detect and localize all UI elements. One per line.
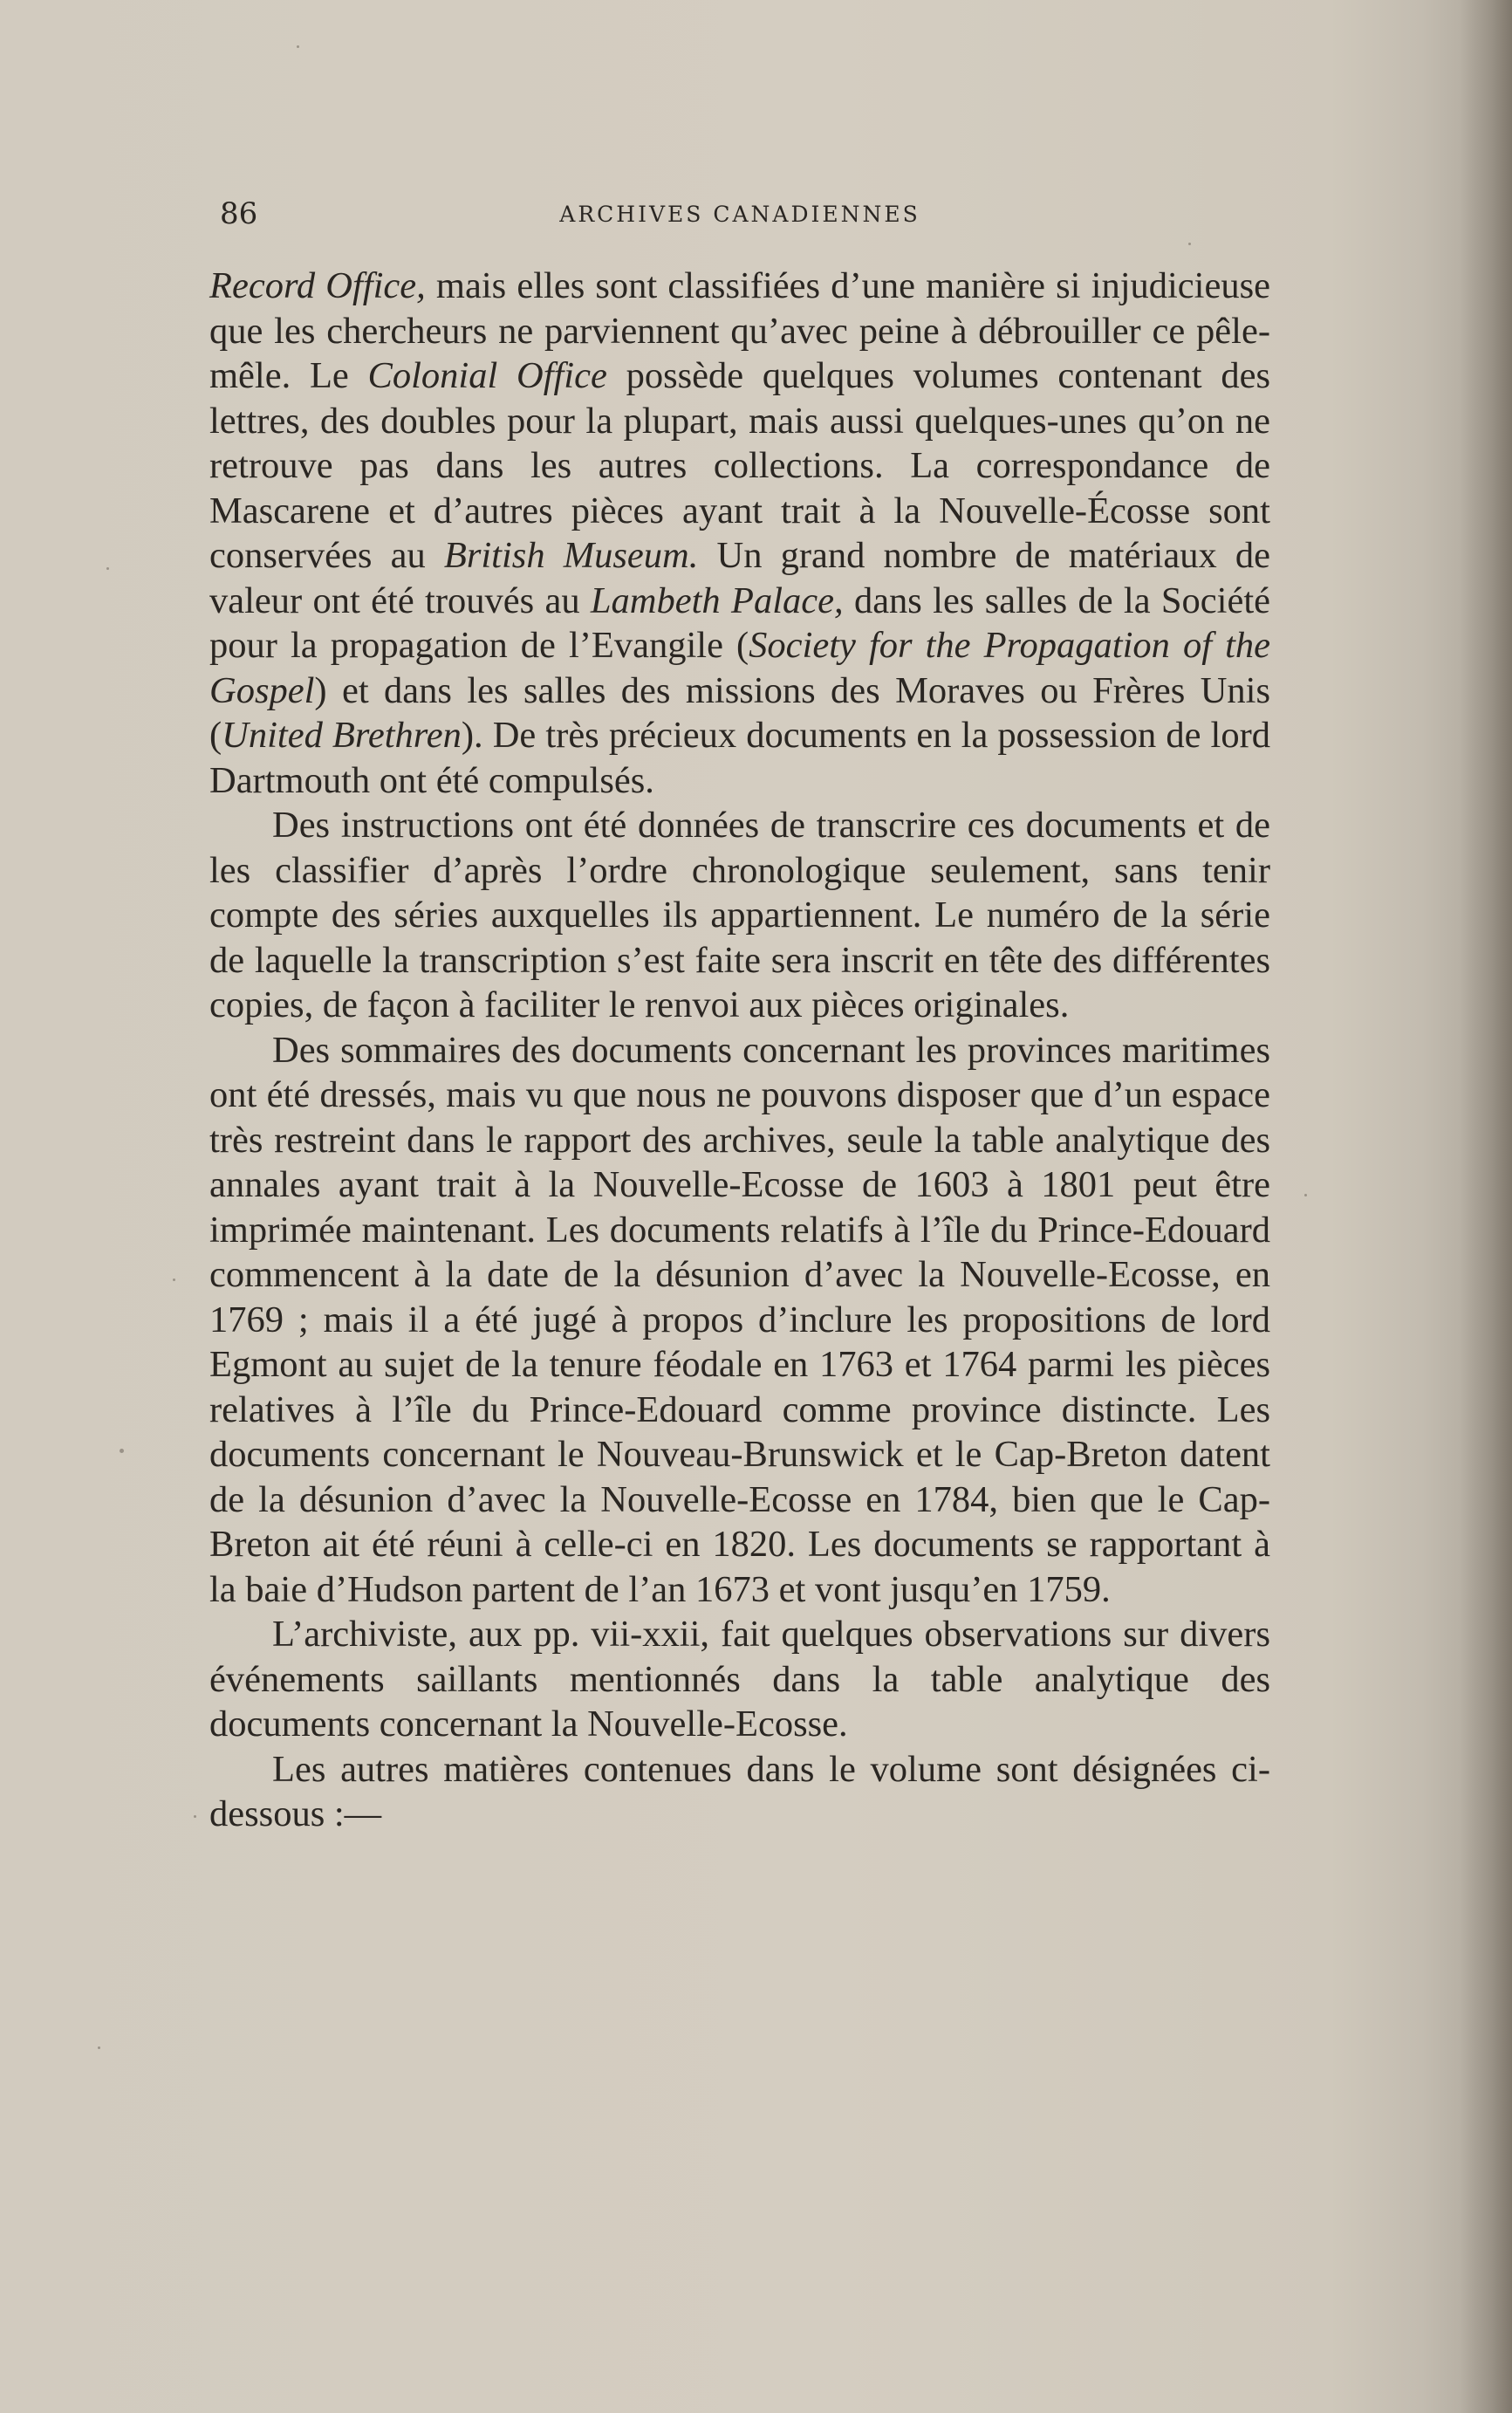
paper-fleck	[173, 1278, 175, 1281]
running-head: ARCHIVES CANADIENNES	[559, 202, 920, 227]
text-run: ) et dans les salles des missions des Moraves ou Frères Unis (	[209, 669, 1270, 756]
text-run: possède quelques volumes contenant des lettres, des doubles pour la plupart, mais aussi quelques-unes qu’on ne retrouve pas dans les autres collections. La correspondance de Mascarene et d’autres pièces ayant trait à la Nouvelle-Écosse sont conservées au	[209, 355, 1270, 576]
paragraph-4: L’archiviste, aux pp. vii-xxii, fait quelques observations sur divers événements saillants mentionnés dans la table analytique des documents concernant la Nouvelle-Ecosse.	[209, 1614, 1270, 1745]
text-run: mais elles sont classifiées d’une manière si injudicieuse que les chercheurs ne parviennent qu’avec peine à débrouiller ce pêle-mêle. Le	[209, 265, 1270, 396]
paper-fleck	[297, 45, 299, 48]
paper-fleck	[120, 1449, 124, 1453]
page-number: 86	[220, 196, 258, 231]
text-run: dans les salles de la Société pour la propagation de l’Evangile (	[209, 579, 1270, 666]
text-run: Un grand nombre de matériaux de valeur ont été trouvés au	[209, 535, 1270, 621]
page-header	[209, 196, 1270, 240]
paper-fleck	[106, 567, 109, 570]
paragraph-1	[209, 264, 1270, 803]
italic-run: Society for the Propagation of the Gospel	[209, 625, 1270, 711]
paragraph-3: Des sommaires des documents concernant les provinces maritimes ont été dressés, mais vu que nous ne pouvons disposer que d’un espace très restreint dans le rapport des archives, seule la table analytique des annales ayant trait à la Nouvelle-Ecosse de 1603 à 1801 peut être imprimée maintenant. Les documents relatifs à l’île du Prince-Edouard commencent à la date de la désunion d’avec la Nouvelle-Ecosse, en 1769 ; mais il a été jugé à propos d’inclure les propositions de lord Egmont au sujet de la tenure féodale en 1763 et 1764 parmi les pièces relatives à l’île du Prince-Edouard comme province distincte. Les documents concernant le Nouveau-Brunswick et le Cap-Breton datent de la désunion d’avec la Nouvelle-Ecosse en 1784, bien que le Cap-Breton ait été réuni à celle-ci en 1820. Les documents se rapportant à la baie d’Hudson partent de l’an 1673 et vont jusqu’en 1759.	[209, 1029, 1270, 1610]
paragraph-2: Des instructions ont été données de transcrire ces documents et de les classifier d’après l’ordre chronologique seulement, sans tenir compte des séries auxquelles ils appartiennent. Le numéro de la série de laquelle la transcription s’est faite sera inscrit en tête des différentes copies, de façon à faciliter le renvoi aux pièces originales.	[209, 805, 1270, 1025]
italic-run: Record Office,	[209, 265, 426, 306]
body-text	[209, 264, 1270, 1837]
paper-fleck	[1304, 1194, 1307, 1196]
italic-run: United Brethren	[222, 715, 462, 756]
italic-run: Lambeth Palace,	[590, 579, 844, 621]
italic-run: British Museum.	[443, 535, 699, 576]
page-edge-shadow	[1460, 0, 1512, 2413]
paper-fleck	[194, 1815, 196, 1818]
text-run: ). De très précieux documents en la possession de lord Dartmouth ont été compulsés.	[209, 715, 1270, 801]
paper-fleck	[98, 2046, 100, 2049]
paper-fleck	[1188, 243, 1191, 245]
paragraph-5: Les autres matières contenues dans le volume sont désignées ci-dessous :—	[209, 1748, 1270, 1834]
italic-run: Colonial Office	[367, 355, 607, 396]
